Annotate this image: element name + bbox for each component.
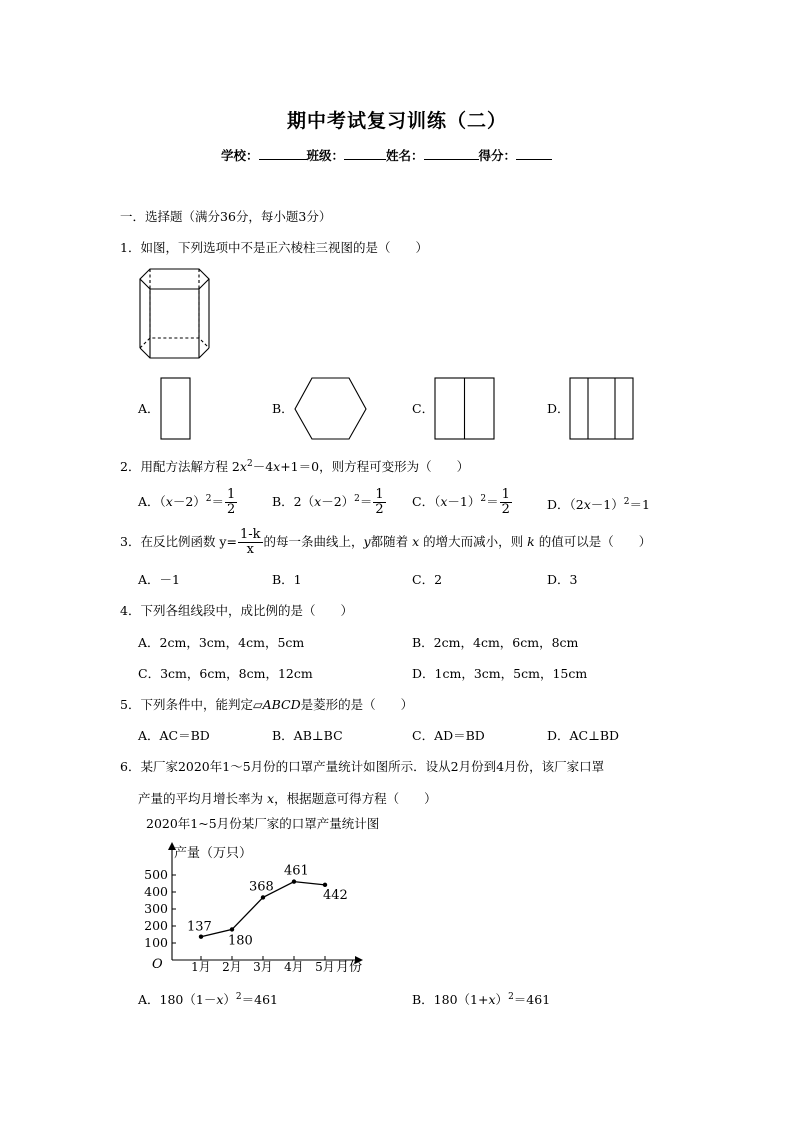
- q4-option-b[interactable]: B．2cm，4cm，6cm，8cm: [412, 635, 579, 650]
- school-blank[interactable]: [259, 147, 307, 160]
- chart-title: 2020年1~5月份某厂家的口罩产量统计图: [146, 816, 380, 831]
- q1-option-d-label[interactable]: D．: [547, 401, 570, 416]
- origin-label: O: [152, 957, 163, 972]
- name-label: 姓名：: [386, 148, 424, 163]
- fraction-one-half: $\frac{1}{2}$: [375, 487, 384, 517]
- hexagonal-prism-figure: [130, 264, 220, 366]
- q2-option-b[interactable]: B．$2(x-2)^2=$ $\frac{1}{2}$: [272, 487, 384, 517]
- y-tick-label: 500: [144, 867, 168, 882]
- class-label: 班级：: [306, 148, 345, 163]
- fraction-one-half: $\frac{1}{2}$: [501, 487, 510, 517]
- q2-text: －4: [252, 459, 274, 475]
- fraction-one-half: $\frac{1}{2}$: [227, 487, 236, 517]
- q1-option-d-three-rectangles: [569, 377, 635, 441]
- q1-option-a-label[interactable]: A．: [138, 401, 160, 416]
- data-label: 442: [323, 887, 348, 903]
- data-label: 461: [284, 863, 309, 879]
- y-axis-label: 产量（万只）: [174, 846, 253, 861]
- question-2-stem: [120, 456, 469, 475]
- q4-option-a[interactable]: A．2cm，3cm，4cm，5cm: [138, 635, 305, 650]
- q3-option-c[interactable]: C．2: [412, 572, 443, 587]
- score-label: 得分：: [478, 148, 517, 163]
- data-label: 368: [249, 879, 274, 895]
- x-tick-label: 1月: [191, 960, 211, 974]
- y-tick-label: 200: [144, 918, 168, 933]
- q2-option-a[interactable]: A．$(x-2)^2=$ $\frac{1}{2}$: [138, 487, 236, 517]
- y-tick-label: 100: [144, 935, 168, 950]
- question-3-stem: 3．在反比例函数 y= $\frac{1-k}{x}$ 的每一条曲线上，y都随着 x 的增大而减小，则 k 的值可以是（ ）: [120, 527, 652, 557]
- q2-option-d[interactable]: D．$(2x-1)^2=1$: [547, 497, 650, 513]
- q1-option-a-rectangle: [160, 377, 192, 441]
- x-tick-label: 4月: [284, 960, 304, 974]
- x-tick-label: 5月: [315, 960, 335, 974]
- name-blank[interactable]: [424, 147, 479, 160]
- data-point: [230, 927, 234, 931]
- page-title: 期中考试复习训练（二）: [286, 110, 507, 132]
- x-tick-label: 3月: [253, 960, 273, 974]
- q3-option-b[interactable]: B．1: [272, 572, 302, 587]
- q1-option-b-hexagon: [294, 376, 368, 442]
- y-tick-label: 400: [144, 884, 168, 899]
- data-point: [292, 879, 296, 883]
- section-heading: 一．选择题（满分36分，每小题3分）: [120, 209, 332, 224]
- question-5-stem: 5．下列条件中，能判定▱ABCD是菱形的是（ ）: [120, 697, 414, 712]
- q2-var: x: [239, 459, 247, 475]
- data-label: 137: [187, 919, 212, 935]
- q4-option-c[interactable]: C．3cm，6cm，8cm，12cm: [138, 666, 313, 681]
- school-label: 学校：: [221, 148, 259, 163]
- q1-option-c-two-rectangles: [434, 377, 496, 441]
- question-6-line-1: 6．某厂家2020年1～5月份的口罩产量统计如图所示．设从2月份到4月份，该厂家口罩: [120, 759, 605, 774]
- class-blank[interactable]: [344, 147, 386, 160]
- prism-hidden-edges: [140, 269, 209, 348]
- q5-option-b[interactable]: B．AB⊥BC: [272, 728, 343, 743]
- question-1-stem: 1．如图，下列选项中不是正六棱柱三视图的是（ ）: [120, 240, 428, 255]
- y-tick-label: 300: [144, 901, 168, 916]
- q2-text: 2．用配方法解方程 2: [120, 459, 240, 475]
- x-tick-label: 2月: [222, 960, 242, 974]
- question-6-line-2: 产量的平均月增长率为 x，根据题意可得方程（ ）: [138, 791, 437, 806]
- production-line-chart: [130, 812, 390, 978]
- q5-option-c[interactable]: C．AD＝BD: [412, 728, 485, 743]
- data-point: [323, 883, 327, 887]
- data-label: 180: [228, 933, 253, 949]
- q2-option-c[interactable]: C．$(x-1)^2=$ $\frac{1}{2}$: [412, 487, 510, 517]
- fraction-1-minus-k-over-x: $\frac{1-k}{x}$: [239, 527, 261, 557]
- q3-option-a[interactable]: A．－1: [138, 572, 180, 587]
- q4-option-d[interactable]: D．1cm，3cm，5cm，15cm: [412, 666, 588, 681]
- q2-var: x: [273, 459, 281, 475]
- q3-option-d[interactable]: D．3: [547, 572, 578, 587]
- q1-option-c-label[interactable]: C．: [412, 401, 435, 416]
- q6-option-a[interactable]: A．$180(1-x)^2=461$: [138, 992, 279, 1008]
- data-point: [199, 935, 203, 939]
- question-4-stem: 4．下列各组线段中，成比例的是（ ）: [120, 603, 353, 618]
- x-axis-label: 月份: [336, 960, 363, 975]
- q5-option-a[interactable]: A．AC＝BD: [138, 728, 210, 743]
- q1-option-b-label[interactable]: B．: [272, 401, 294, 416]
- q6-option-b[interactable]: B．$180(1+x)^2=461$: [412, 992, 551, 1008]
- data-point: [261, 895, 265, 899]
- q5-option-d[interactable]: D．AC⊥BD: [547, 728, 620, 743]
- score-blank[interactable]: [516, 147, 552, 160]
- student-info-row: [221, 146, 552, 164]
- q2-text: +1＝0，则方程可变形为（ ）: [280, 459, 470, 475]
- q2-sup: 2: [246, 459, 253, 469]
